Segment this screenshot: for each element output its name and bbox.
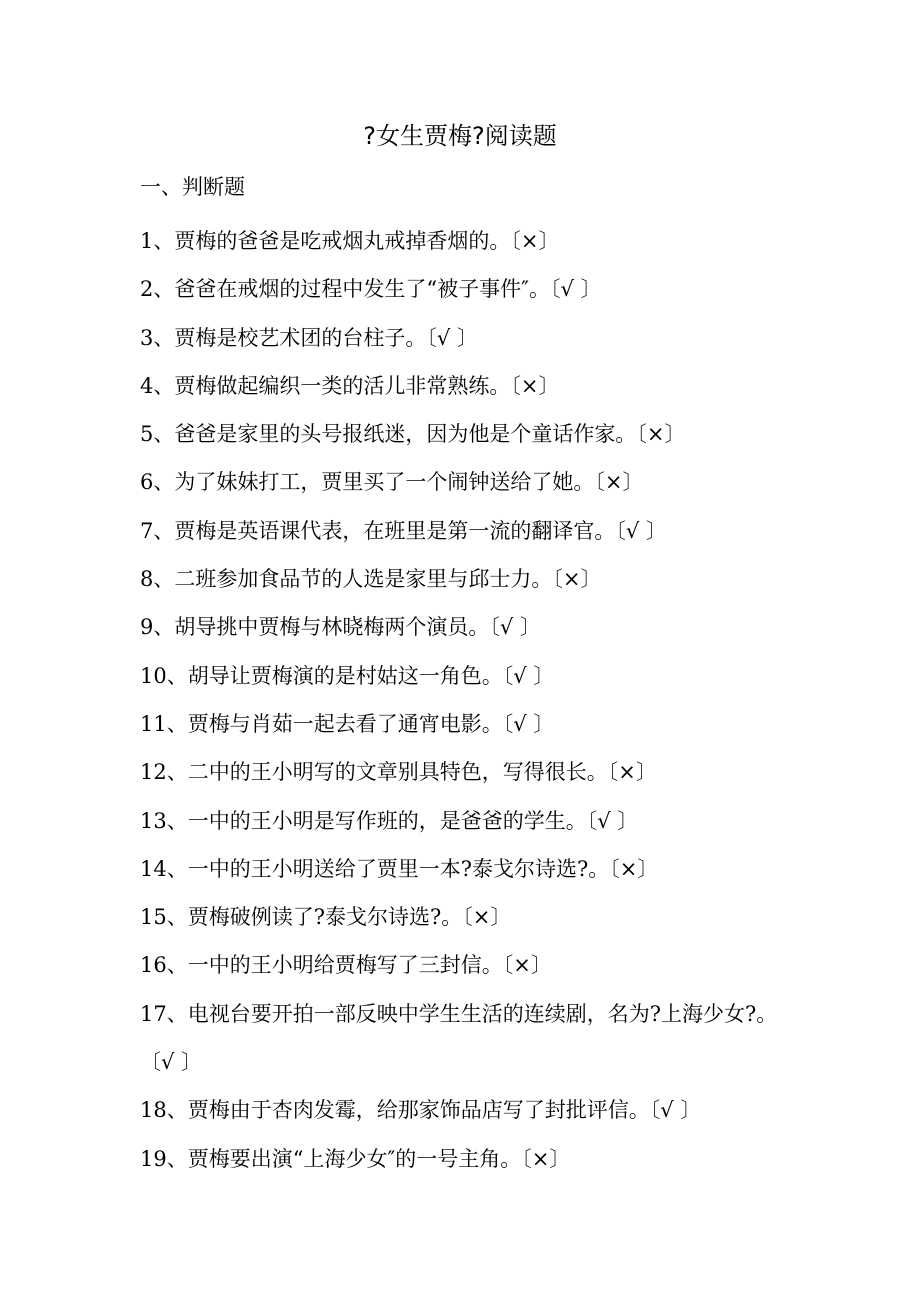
question-item: 15、贾梅破例读了?泰戈尔诗选?。〔×〕 — [140, 905, 512, 930]
question-item: 17、电视台要开拍一部反映中学生生活的连续剧，名为?上海少女?。〔√ 〕 — [140, 1001, 778, 1075]
question-item: 10、胡导让贾梅演的是村姑这一角色。〔√ 〕 — [140, 663, 555, 688]
question-item: 16、一中的王小明给贾梅写了三封信。〔×〕 — [140, 953, 552, 978]
question-item: 1、贾梅的爸爸是吃戒烟丸戒掉香烟的。〔×〕 — [140, 229, 560, 253]
question-item: 5、爸爸是家里的头号报纸迷，因为他是个童话作家。〔×〕 — [140, 422, 686, 447]
question-list — [140, 217, 800, 1183]
question-item: 18、贾梅由于杏肉发霉，给那家饰品店写了封批评信。〔√ 〕 — [140, 1098, 702, 1123]
question-item: 19、贾梅要出演“上海少女″的一号主角。〔×〕 — [140, 1146, 571, 1171]
question-item: 4、贾梅做起编织一类的活儿非常熟练。〔×〕 — [140, 373, 560, 398]
question-item: 7、贾梅是英语课代表，在班里是第一流的翻译官。〔√ 〕 — [140, 518, 667, 543]
question-item: 12、二中的王小明写的文章别具特色，写得很长。〔×〕 — [140, 760, 657, 785]
question-item: 2、爸爸在戒烟的过程中发生了“被子事件″。〔√ 〕 — [140, 277, 602, 302]
section-heading: 一、判断题 — [140, 175, 245, 199]
question-item: 14、一中的王小明送给了贾里一本?泰戈尔诗选?。〔×〕 — [140, 856, 659, 881]
question-item: 6、为了妹妹打工，贾里买了一个闹钟送给了她。〔×〕 — [140, 470, 644, 495]
question-item: 8、二班参加食品节的人选是家里与邱士力。〔×〕 — [140, 567, 602, 592]
question-item: 11、贾梅与肖茹一起去看了通宵电影。〔√ 〕 — [140, 711, 555, 736]
document-title: ?女生贾梅?阅读题 — [363, 122, 557, 150]
question-item: 13、一中的王小明是写作班的，是爸爸的学生。〔√ 〕 — [140, 808, 639, 833]
question-item: 3、贾梅是校艺术团的台柱子。〔√ 〕 — [140, 325, 478, 350]
question-item: 9、胡导挑中贾梅与林晓梅两个演员。〔√ 〕 — [140, 615, 541, 640]
